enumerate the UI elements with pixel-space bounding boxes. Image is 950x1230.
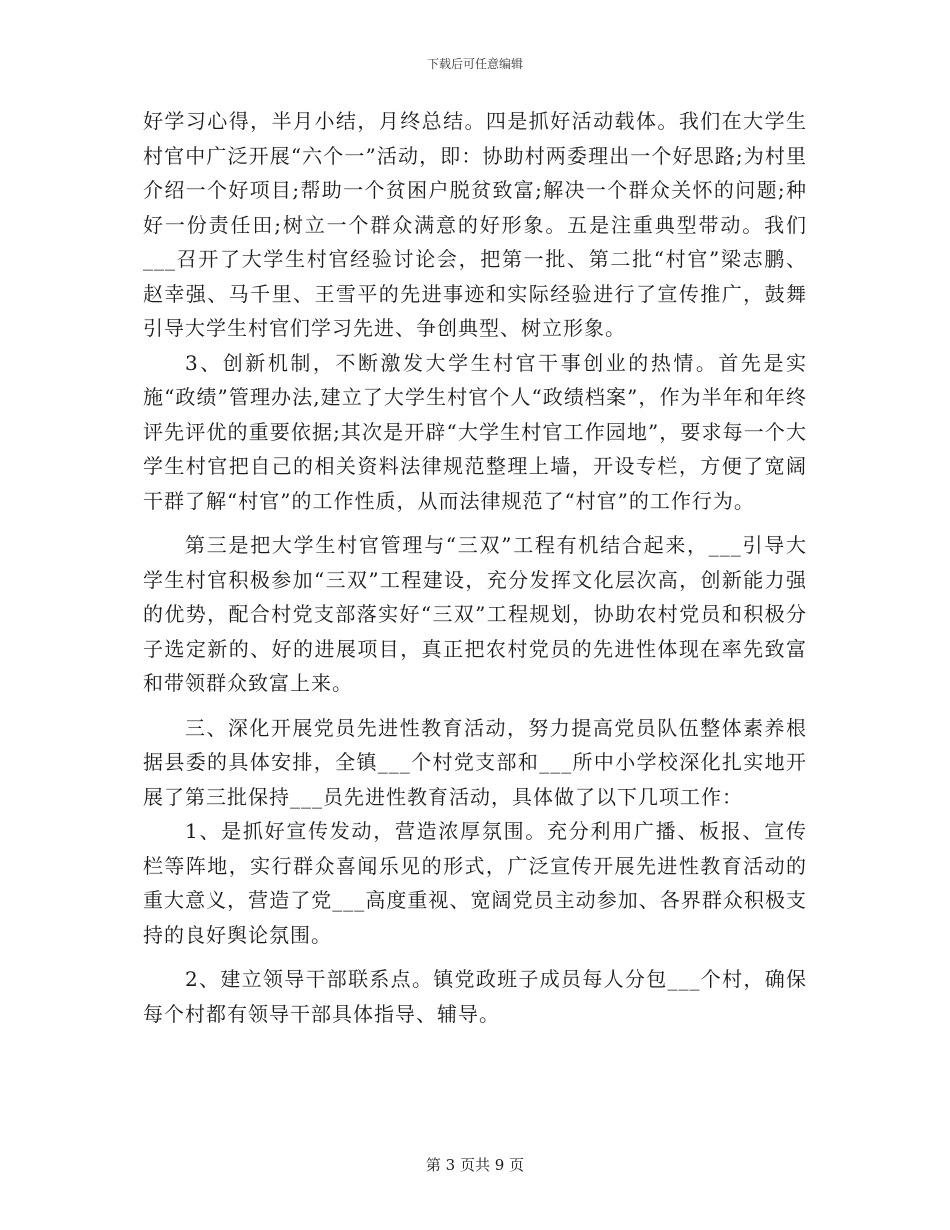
page-footer: 第 3 页共 9 页 [425, 1156, 525, 1174]
paragraph: 3、创新机制，不断激发大学生村官干事创业的热情。首先是实施“政绩”管理办法,建立了大学生村官个人“政绩档案”，作为半年和年终评先评优的重要依据;其次是开辟“大学生村官工作园地”，要求每一个大学生村官把自己的相关资料法律规范整理上墙，开设专栏，方便了宽阔干群了解“村官”的工作性质，从而法律规范了“村官”的工作行为。 [143, 350, 807, 513]
paragraph: 三、深化开展党员先进性教育活动，努力提高党员队伍整体素养根据县委的具体安排，全镇___个村党支部和___所中小学校深化扎实地开展了第三批保持___员先进性教育活动，具体做了以下几项工作： [143, 715, 807, 809]
paragraph: 1、是抓好宣传发动，营造浓厚氛围。充分利用广播、板报、宣传栏等阵地，实行群众喜闻乐见的形式，广泛宣传开展先进性教育活动的重大意义，营造了党___高度重视、宽阔党员主动参加、各界群众积极支持的良好舆论氛围。 [143, 819, 807, 947]
paragraph: 好学习心得，半月小结，月终总结。四是抓好活动载体。我们在大学生村官中广泛开展“六个一”活动，即：协助村两委理出一个好思路;为村里介绍一个好项目;帮助一个贫困户脱贫致富;解决一个群众关怀的问题;种好一份责任田;树立一个群众满意的好形象。五是注重典型带动。我们___召开了大学生村官经验讨论会，把第一批、第二批“村官”梁志鹏、赵幸强、马千里、王雪平的先进事迹和实际经验进行了宣传推广，鼓舞引导大学生村官们学习先进、争创典型、树立形象。 [143, 109, 807, 340]
paragraph: 第三是把大学生村官管理与“三双”工程有机结合起来，___引导大学生村官积极参加“三双”工程建设，充分发挥文化层次高，创新能力强的优势，配合村党支部落实好“三双”工程规划，协助农村党员和积极分子选定新的、好的进展项目，真正把农村党员的先进性体现在率先致富和带领群众致富上来。 [143, 533, 807, 695]
page-header: 下载后可任意编辑 [426, 57, 523, 71]
paragraph: 2、建立领导干部联系点。镇党政班子成员每人分包___个村，确保每个村都有领导干部具体指导、辅导。 [143, 967, 807, 1026]
document-body [143, 104, 807, 1031]
